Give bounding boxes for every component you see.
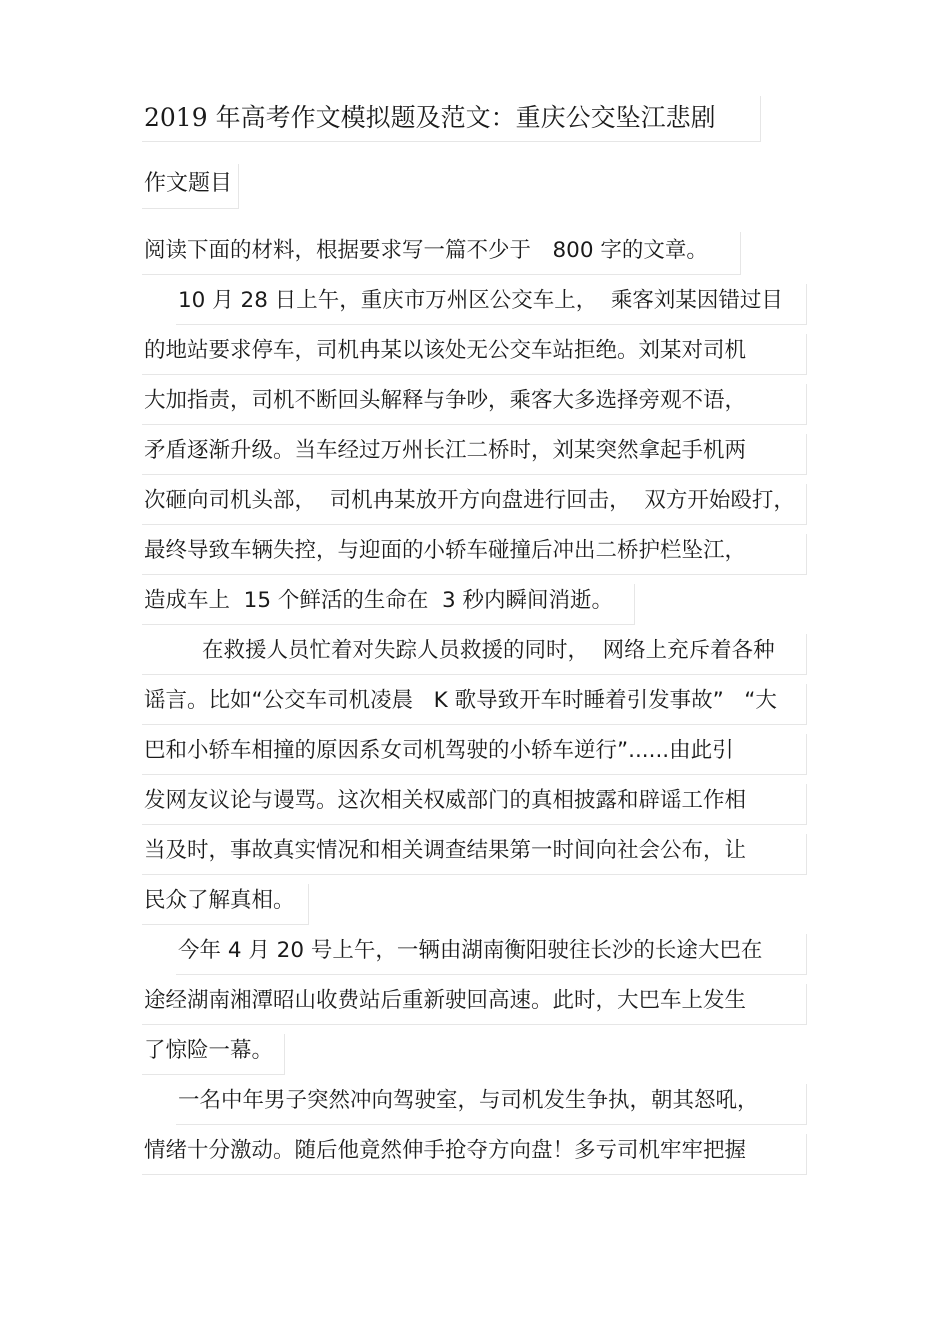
page-title: 2019 年高考作文模拟题及范文：重庆公交坠江悲剧 — [144, 103, 716, 132]
paragraph-line: 的地站要求停车，司机冉某以该处无公交车站拒绝。刘某对司机 — [144, 338, 747, 363]
paragraph-line: 一名中年男子突然冲向驾驶室，与司机发生争执，朝其怒吼， — [178, 1088, 759, 1113]
section-heading: 作文题目 — [144, 171, 233, 196]
paragraph-line: 民众了解真相。 — [144, 888, 295, 913]
paragraph-line: 巴和小轿车相撞的原因系女司机驾驶的小轿车逆行”......由此引 — [144, 738, 734, 763]
paragraph-line: 阅读下面的材料，根据要求写一篇不少于 800 字的文章。 — [144, 238, 708, 263]
paragraph-line: 造成车上 15 个鲜活的生命在 3 秒内瞬间消逝。 — [144, 588, 614, 613]
paragraph-line: 途经湖南湘潭昭山收费站后重新驶回高速。此时，大巴车上发生 — [144, 988, 747, 1013]
paragraph-line: 了惊险一幕。 — [144, 1038, 274, 1063]
paragraph-line: 次砸向司机头部， 司机冉某放开方向盘进行回击， 双方开始殴打， — [144, 488, 795, 513]
paragraph-line: 10 月 28 日上午，重庆市万州区公交车上， 乘客刘某因错过目 — [178, 288, 783, 313]
paragraph-line: 谣言。比如“公交车司机凌晨 K 歌导致开车时睡着引发事故” “大 — [144, 688, 777, 713]
paragraph-line: 大加指责，司机不断回头解释与争吵，乘客大多选择旁观不语， — [144, 388, 747, 413]
paragraph-line: 当及时，事故真实情况和相关调查结果第一时间向社会公布，让 — [144, 838, 747, 863]
paragraph-line: 矛盾逐渐升级。当车经过万州长江二桥时，刘某突然拿起手机两 — [144, 438, 747, 463]
paragraph-line: 今年 4 月 20 号上午，一辆由湖南衡阳驶往长沙的长途大巴在 — [178, 938, 763, 963]
paragraph-line: 最终导致车辆失控，与迎面的小轿车碰撞后冲出二桥护栏坠江， — [144, 538, 747, 563]
paragraph-line: 情绪十分激动。随后他竟然伸手抢夺方向盘！多亏司机牢牢把握 — [144, 1138, 747, 1163]
paragraph-line: 在救援人员忙着对失踪人员救援的同时， 网络上充斥着各种 — [202, 638, 775, 663]
paragraph-line: 发网友议论与谩骂。这次相关权威部门的真相披露和辟谣工作相 — [144, 788, 747, 813]
